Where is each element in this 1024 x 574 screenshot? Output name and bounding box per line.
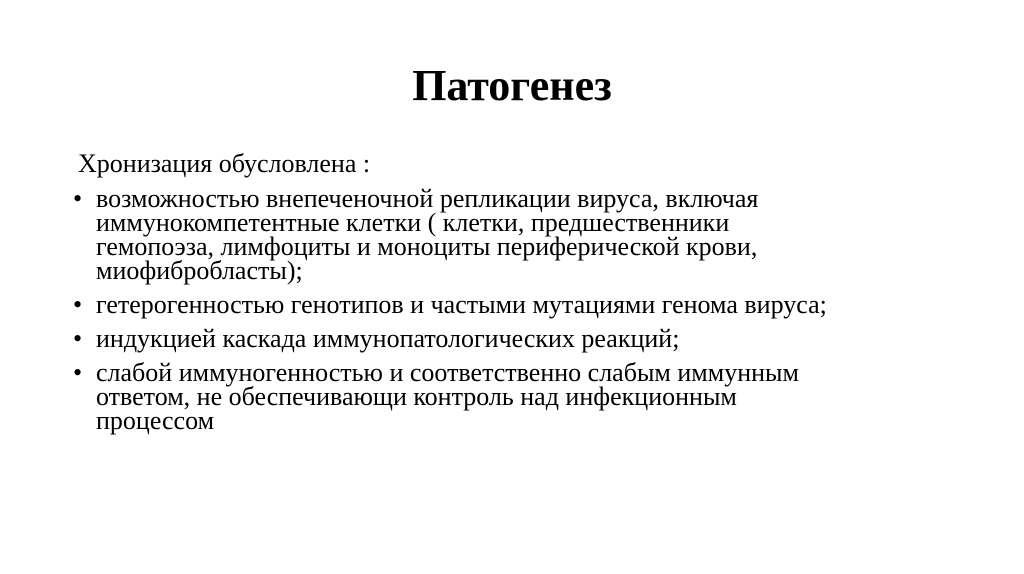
- bullet-icon: •: [73, 290, 83, 319]
- bullet-icon: •: [73, 324, 83, 353]
- bullet-text: слабой иммуногенностью и соответственно слабым иммунным ответом, не обеспечивающи контроль над инфекционным процессом: [96, 358, 799, 435]
- bullet-list: [73, 184, 953, 443]
- bullet-item: [73, 290, 953, 319]
- bullet-item: [73, 324, 953, 353]
- bullet-item: [73, 358, 953, 435]
- slide-title: Патогенез: [412, 61, 612, 110]
- bullet-icon: •: [73, 358, 83, 387]
- bullet-text: возможностью внепеченочной репликации вируса, включая иммунокомпетентные клетки ( клетки, предшественники гемопоэза, лимфоциты и моноциты периферической крови, миофибробласты);: [96, 184, 759, 285]
- bullet-item: [73, 184, 953, 285]
- bullet-text: гетерогенностью генотипов и частыми мутациями генома вируса;: [96, 290, 827, 319]
- bullet-icon: •: [73, 184, 83, 213]
- intro-text: Хронизация обусловлена :: [78, 149, 371, 178]
- bullet-text: индукцией каскада иммунопатологических реакций;: [96, 324, 680, 353]
